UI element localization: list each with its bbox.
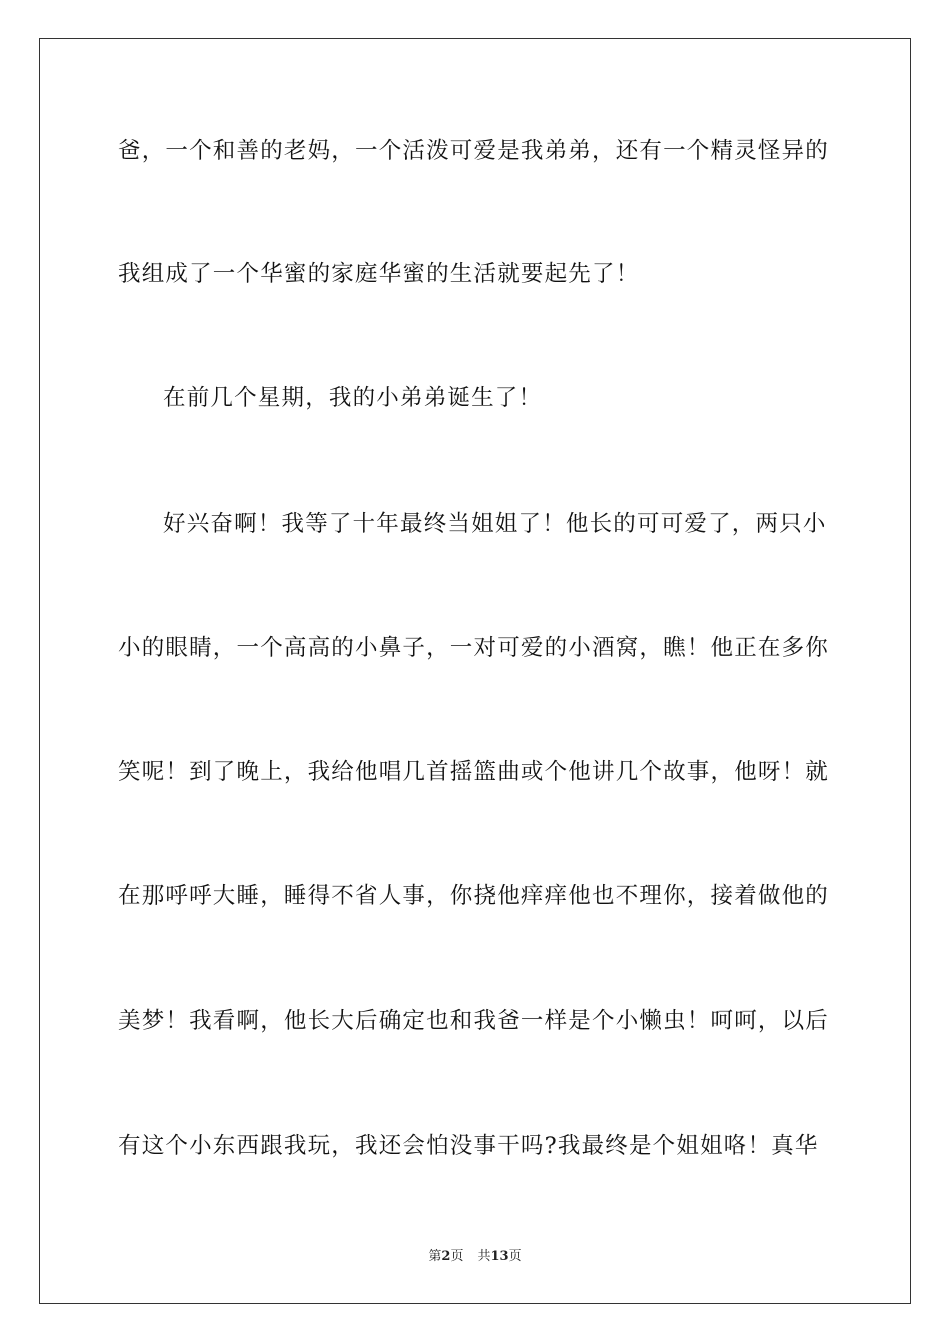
page-suffix: 页 [450, 1249, 464, 1264]
text-line-3: 在前几个星期，我的小弟弟诞生了！ [163, 385, 543, 411]
text-line-1: 爸，一个和善的老妈，一个活泼可爱是我弟弟，还有一个精灵怪异的 [118, 138, 830, 164]
page-prefix: 第 [428, 1249, 442, 1264]
total-pages: 13 [490, 1249, 509, 1264]
text-line-8: 美梦！我看啊，他长大后确定也和我爸一样是个小懒虫！呵呵，以后 [118, 1008, 830, 1034]
page-footer [0, 1248, 950, 1266]
text-line-4: 好兴奋啊！我等了十年最终当姐姐了！他长的可可爱了，两只小 [163, 511, 827, 537]
text-line-9: 有这个小东西跟我玩，我还会怕没事干吗?我最终是个姐姐咯！真华 [118, 1133, 819, 1159]
total-prefix: 共 [477, 1249, 491, 1264]
text-line-7: 在那呼呼大睡，睡得不省人事，你挠他痒痒他也不理你，接着做他的 [118, 883, 830, 909]
text-line-2: 我组成了一个华蜜的家庭华蜜的生活就要起先了！ [118, 261, 640, 287]
page-number: 2 [441, 1249, 451, 1264]
page-border [39, 38, 911, 1304]
text-line-6: 笑呢！到了晚上，我给他唱几首摇篮曲或个他讲几个故事，他呀！就 [118, 759, 830, 785]
text-line-5: 小的眼睛，一个高高的小鼻子，一对可爱的小酒窝，瞧！他正在多你 [118, 635, 830, 661]
total-suffix: 页 [508, 1249, 522, 1264]
